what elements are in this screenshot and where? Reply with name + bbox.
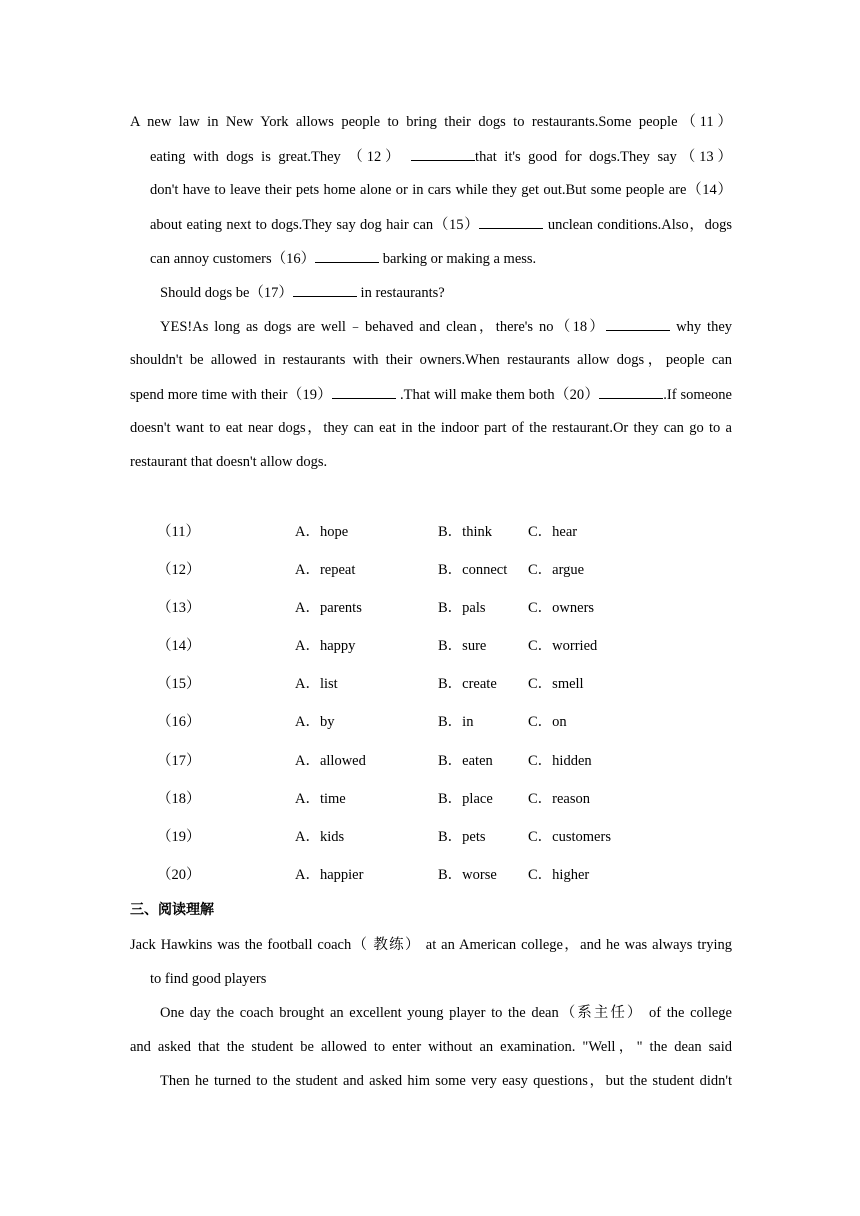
passage-line: and asked that the student be allowed to enter without an examination. "Well，" the dean said — [130, 1038, 732, 1055]
option-c: C．customers — [528, 828, 611, 845]
passage-text: .If someone — [663, 387, 732, 403]
blank-12 — [411, 142, 475, 161]
option-b: B．worse — [438, 866, 497, 883]
passage-line: restaurant that doesn't allow dogs. — [130, 454, 328, 470]
passage-text: .That will make them both（20） — [396, 387, 600, 403]
option-a: A．hope — [295, 524, 349, 540]
option-row — [130, 785, 732, 823]
option-a: A．repeat — [295, 562, 356, 579]
passage-line: Jack Hawkins was the football coach（ 教练） at an American college，and he was always trying — [130, 936, 732, 953]
question-number: （15） — [157, 676, 201, 693]
option-row — [130, 747, 732, 785]
passage-line — [130, 244, 732, 278]
question-number: （19） — [157, 828, 201, 845]
option-row — [130, 518, 732, 556]
options-table — [130, 518, 732, 899]
passage-text: can annoy customers（16） — [150, 251, 316, 267]
option-row — [130, 632, 732, 670]
option-a: A．time — [295, 790, 346, 807]
option-c: C．worried — [528, 638, 598, 655]
section-heading: 三、阅读理解 — [130, 901, 214, 918]
option-a: A．parents — [295, 600, 362, 617]
option-row — [130, 861, 732, 899]
passage-line: doesn't want to eat near dogs，they can eat in the indoor part of the restaurant.Or they can go to a — [130, 420, 732, 436]
question-number: （16） — [157, 714, 201, 731]
option-b: B．connect — [438, 562, 508, 579]
passage-text: in restaurants? — [356, 285, 445, 301]
option-a: A．happy — [295, 638, 356, 655]
question-number: （11） — [157, 524, 200, 540]
blank-19 — [332, 380, 396, 399]
passage-line — [130, 380, 732, 414]
question-number: （17） — [157, 752, 201, 769]
option-a: A．list — [295, 676, 338, 693]
passage-line: don't have to leave their pets home alone or in cars while they get out.But some people are（14） — [150, 182, 732, 198]
passage-line: One day the coach brought an excellent young player to the dean（系主任） of the college — [160, 1004, 732, 1021]
option-c: C．higher — [528, 866, 590, 883]
option-row — [130, 708, 732, 746]
option-b: B．place — [438, 790, 493, 807]
passage-line — [130, 142, 732, 176]
passage-text: why they — [670, 319, 732, 335]
passage-line — [130, 278, 732, 312]
option-c: C．argue — [528, 562, 585, 579]
blank-20 — [599, 380, 663, 399]
passage-text: YES!As long as dogs are well﹣behaved and clean，there's no（18） — [160, 319, 607, 335]
passage-line: to find good players — [150, 970, 267, 987]
question-number: （18） — [157, 790, 201, 807]
blank-17 — [293, 278, 357, 297]
option-c: C．on — [528, 714, 567, 731]
passage-line: Then he turned to the student and asked him some very easy questions，but the student didn't — [160, 1072, 732, 1089]
passage-line — [130, 210, 732, 244]
passage-line — [130, 312, 732, 346]
option-b: B．in — [438, 714, 474, 731]
option-row — [130, 823, 732, 861]
option-b: B．eaten — [438, 752, 493, 769]
blank-16 — [315, 244, 379, 263]
passage-text: about eating next to dogs.They say dog hair can（15） — [150, 217, 480, 233]
question-number: （13） — [157, 600, 201, 617]
option-row — [130, 556, 732, 594]
passage-text: that it's good for dogs.They say（13） — [475, 149, 732, 165]
option-b: B．sure — [438, 638, 487, 655]
passage-text: spend more time with their（19） — [130, 387, 333, 403]
blank-15 — [479, 210, 543, 229]
passage-line: shouldn't be allowed in restaurants with their owners.When restaurants allow dogs，people can — [130, 352, 732, 368]
passage-text: eating with dogs is great.They （12） — [150, 149, 404, 165]
option-b: B．create — [438, 676, 497, 693]
passage-text: barking or making a mess. — [379, 251, 537, 267]
blank-18 — [606, 312, 670, 331]
document-content — [130, 108, 732, 1101]
option-a: A．allowed — [295, 752, 366, 769]
option-a: A．happier — [295, 866, 364, 883]
option-row — [130, 670, 732, 708]
option-b: B．pals — [438, 600, 486, 617]
option-b: B．pets — [438, 828, 486, 845]
question-number: （12） — [157, 562, 201, 579]
option-a: A．kids — [295, 828, 345, 845]
option-b: B．think — [438, 524, 492, 540]
question-number: （20） — [157, 866, 201, 883]
passage-line: A new law in New York allows people to bring their dogs to restaurants.Some people（11） — [130, 114, 732, 130]
passage-text: Should dogs be（17） — [160, 285, 293, 301]
option-c: C．reason — [528, 790, 591, 807]
option-c: C．smell — [528, 676, 584, 693]
option-a: A．by — [295, 714, 335, 731]
option-c: C．owners — [528, 600, 595, 617]
option-row — [130, 594, 732, 632]
passage-text: unclean conditions.Also，dogs — [543, 217, 732, 233]
option-c: C．hear — [528, 524, 578, 540]
question-number: （14） — [157, 638, 201, 655]
option-c: C．hidden — [528, 752, 592, 769]
